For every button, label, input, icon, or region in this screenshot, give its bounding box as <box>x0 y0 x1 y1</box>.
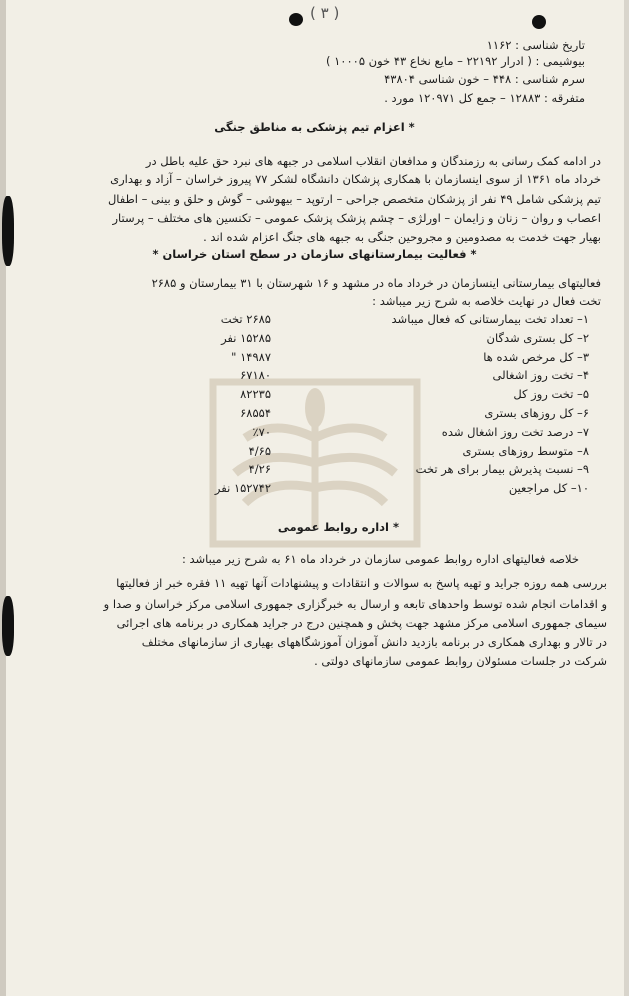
stat-row <box>189 312 589 331</box>
paragraph-line: تخت فعال در نهایت خلاصه به شرح زیر میباشد : <box>372 294 601 308</box>
stat-row <box>189 350 589 369</box>
stat-row <box>189 331 589 350</box>
stat-label: ۸– متوسط روزهای بستری <box>462 443 589 458</box>
section-title: * فعالیت بیمارستانهای سازمان در سطح استان خراسان * <box>152 247 477 261</box>
paragraph-line: سیمای جمهوری اسلامی مرکز مشهد جهت پخش و همچنین درج در جراید همکاری در برنامه های اجرائی <box>116 616 607 630</box>
paragraph-line: خرداد ماه ۱۳۶۱ از سوی اینسازمان با همکاری پزشکان دانشگاه لشکر ۷۷ پیروز خراسان – آزاد و بهداری <box>110 172 601 186</box>
section-title: * اداره روابط عمومی <box>277 520 399 534</box>
stat-label: ۱۰– کل مراجعین <box>508 481 589 496</box>
stat-label: ۶– کل روزهای بستری <box>484 405 589 420</box>
stat-value: ۲۶۸۵ تخت <box>220 312 271 326</box>
stat-value: ۶۷۱۸۰ <box>240 368 271 383</box>
paragraph-line: بهیار جهت خدمت به مصدومین و مجروحین جنگی به جبهه های جنگ اعزام شده اند . <box>203 230 601 244</box>
page-edge-left <box>0 0 6 996</box>
paragraph-line: اعصاب و روان – زنان و زایمان – اورلژی – چشم پزشک پزشک عمومی – تکنسین های مختلف – پرستار <box>112 211 601 225</box>
punch-hole <box>532 15 546 29</box>
paragraph-line: تیم پزشکی شامل ۴۹ نفر از پزشکان متخصص جراحی – ارتوپد – بیهوشی – گوش و حلق و بینی – اطفال <box>107 192 601 206</box>
paragraph-line: در ادامه کمک رسانی به رزمندگان و مدافعان انقلاب اسلامی در جبهه های نبرد حق علیه باطل در <box>145 154 601 168</box>
paragraph-line: شرکت در جلسات مسئولان روابط عمومی سازمانهای دولتی . <box>314 654 607 668</box>
paragraph-line: بررسی همه روزه جراید و تهیه پاسخ به سوالات و انتقادات و پیشنهادات آنها تهیه ۱۱ فقره خبر از فعالیتها <box>116 576 607 590</box>
stat-label: ۲– کل بستری شدگان <box>486 330 589 345</box>
stat-label: ۷– درصد تخت روز اشغال شده <box>441 424 589 439</box>
punch-hole <box>2 596 14 656</box>
paragraph-line: خلاصه فعالیتهای اداره روابط عمومی سازمان در خرداد ماه ۶۱ به شرح زیر میباشد : <box>181 552 579 566</box>
header-line: متفرقه : ۱۲۸۸۳ – جمع کل ۱۲۰۹۷۱ مورد . <box>384 91 585 105</box>
stat-label: ۹– نسبت پذیرش بیمار برای هر تخت <box>415 462 589 477</box>
header-line: بیوشیمی : ( ادرار ۲۲۱۹۲ – مایع نخاع ۴۳ خون ۱۰۰۰۵ ) <box>325 54 585 68</box>
section-title: * اعزام تیم پزشکی به مناطق جنگی <box>214 120 415 134</box>
stat-row <box>189 444 589 463</box>
punch-hole <box>289 13 303 26</box>
stat-label: ۳– کل مرخص شده ها <box>483 349 589 364</box>
stat-row <box>189 462 589 481</box>
stat-value: ۱۴۹۸۷ " <box>231 349 271 364</box>
stat-row <box>189 406 589 425</box>
stat-value: ۸۲۲۳۵ <box>240 387 271 402</box>
paragraph-line: در تالار و بهداری همکاری در برنامه بازدید دانش آموزان آموزشگاههای بهیاری از سازمانهای مختلف <box>141 635 607 649</box>
paragraph-line: فعالیتهای بیمارستانی اینسازمان در خرداد ماه در مشهد و ۱۶ شهرستان با ۳۱ بیمارستان و ۲۶۸۵ <box>151 276 601 290</box>
stat-value: ٪۷۰ <box>252 424 271 439</box>
stat-row <box>189 368 589 387</box>
stat-row <box>189 481 589 500</box>
stat-label: ۵– تخت روز کل <box>513 387 589 402</box>
stat-value: ۱۵۲۷۴۲ نفر <box>214 481 271 496</box>
stat-label: ۴– تخت روز اشغالی <box>492 368 589 383</box>
stat-row <box>189 387 589 406</box>
header-line: تاریخ شناسی : ۱۱۶۲ <box>486 38 585 52</box>
paragraph-line: و اقدامات انجام شده توسط واحدهای تابعه و ارسال به خبرگزاری جمهوری اسلامی مرکز خراسان و صدا و <box>103 597 607 611</box>
stat-value: ۱۵۲۸۵ نفر <box>221 330 271 345</box>
stat-value: ۶۸۵۵۴ <box>240 405 271 420</box>
page-number: ( ۳ ) <box>310 4 340 22</box>
stat-label: ۱– تعداد تخت بیمارستانی که فعال میباشد <box>391 312 589 326</box>
stat-value: ۴/۶۵ <box>248 443 271 458</box>
page-edge-right <box>624 0 629 996</box>
header-line: سرم شناسی : ۴۴۸ – خون شناسی ۴۳۸۰۴ <box>384 72 585 86</box>
stat-value: ۴/۲۶ <box>248 462 271 477</box>
hospital-stats-list <box>189 312 589 500</box>
stat-row <box>189 425 589 444</box>
